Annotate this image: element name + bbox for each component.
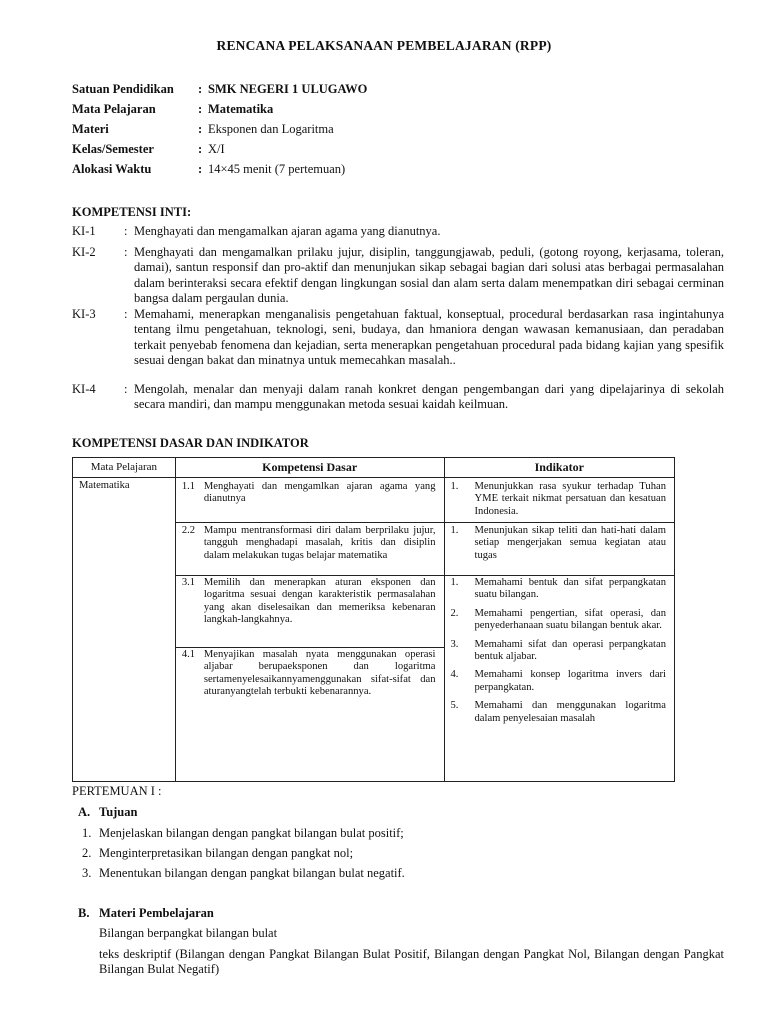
ki-item (72, 224, 724, 239)
identity-value: Eksponen dan Logaritma (208, 122, 334, 136)
section-b-title: Materi Pembelajaran (99, 906, 214, 920)
identity-value: X/I (208, 142, 225, 156)
table-header-row (73, 458, 675, 478)
ki-item (72, 307, 724, 368)
ki-code: KI-4 (72, 382, 96, 396)
tujuan-text: Menginterpretasikan bilangan dengan pangkat nol; (99, 846, 354, 860)
section-a-title: Tujuan (99, 805, 138, 819)
indikator-cell (444, 478, 675, 523)
indikator-cell (444, 576, 675, 782)
kd-cell (175, 576, 444, 648)
tujuan-number: 1. (82, 826, 92, 840)
ki-code: KI-3 (72, 307, 96, 321)
indikator-item (445, 700, 675, 725)
ki-item (72, 245, 724, 306)
indikator-number: 5. (450, 700, 459, 712)
tujuan-number: 3. (82, 866, 92, 880)
section-b-letter: B. (78, 906, 90, 920)
section-a-letter: A. (78, 805, 91, 819)
indikator-number: 1. (450, 525, 459, 536)
tujuan-number: 2. (82, 846, 92, 860)
kd-table (72, 457, 675, 782)
colon: : (198, 122, 203, 136)
kd-cell (175, 523, 444, 576)
tujuan-text: Menentukan bilangan dengan pangkat bilangan bulat negatif. (99, 866, 405, 880)
kd-number: 1.1 (181, 481, 196, 492)
kd-item (176, 525, 444, 562)
col-header-indikator: Indikator (444, 458, 675, 478)
colon: : (198, 142, 203, 156)
indikator-number: 2. (450, 607, 459, 619)
indikator-text: Memahami bentuk dan sifat perpangkatan suatu bilangan. (474, 577, 666, 601)
indikator-text: Memahami konsep logaritma invers dari perpangkatan. (474, 669, 666, 693)
colon: : (124, 224, 128, 238)
ki-code: KI-1 (72, 224, 96, 238)
indikator-text: Menunjukkan rasa syukur terhadap Tuhan YME terkait nikmat persatuan dan kesatuan Indonesia. (474, 481, 666, 517)
kd-number: 4.1 (181, 649, 196, 660)
identity-value: SMK NEGERI 1 ULUGAWO (208, 82, 368, 96)
indikator-item (445, 608, 675, 633)
colon: : (124, 307, 128, 321)
indikator-text: Memahami sifat dan operasi perpangkatan bentuk aljabar. (474, 638, 666, 663)
materi-line: Bilangan berpangkat bilangan bulat (99, 926, 278, 940)
materi-description: teks deskriptif (Bilangan dengan Pangkat Bilangan Bulat Positif, Bilangan dengan Pangkat Nol, Bilangan dengan Pangkat Bilangan Bulat Negatif) (99, 947, 724, 976)
indikator-cell (444, 523, 675, 576)
ki-text: Menghayati dan mengamalkan prilaku jujur, disiplin, tanggungjawab, peduli, (gotong royong, kerjasama, toleran, damai), santun responsif dan pro-aktif dan menunjukan sikap sebagai bagian dari solusi atas berbagai permasalahan dalam berinteraksi secara efektif dengan lingkungan sosial dan alam serta dalam menempatkan diri sebagai cerminan bangsa dalam pergaulan dunia. (134, 245, 724, 305)
ki-heading: KOMPETENSI INTI: (72, 205, 192, 219)
colon: : (198, 102, 203, 116)
indikator-item (445, 639, 675, 664)
indikator-text: Memahami dan menggunakan logaritma dalam penyelesaian masalah (474, 700, 666, 724)
indikator-number: 4. (450, 669, 459, 681)
colon: : (198, 162, 203, 176)
ki-item (72, 382, 724, 413)
indikator-item (445, 481, 675, 518)
indikator-text: Memahami pengertian, sifat operasi, dan penyederhanaan suatu bilangan bentuk akar. (474, 607, 666, 632)
indikator-number: 3. (450, 638, 459, 650)
colon: : (124, 245, 128, 259)
kd-item (176, 649, 444, 699)
indikator-text: Menunjukan sikap teliti dan hati-hati dalam setiap mengerjakan semua kegiatan atau tugas (474, 525, 666, 561)
table-row (73, 478, 675, 523)
kd-text: Mampu mentransformasi diri dalam berprilaku jujur, tangguh menghadapi masalah, kritis dan disiplin dalam melakukan tugas belajar matematika (203, 525, 436, 561)
identity-value: Matematika (208, 102, 274, 116)
identity-label: Satuan Pendidikan (72, 82, 174, 96)
colon: : (124, 382, 128, 396)
kd-text: Memilih dan menerapkan aturan eksponen dan logaritma sesuai dengan karakteristik permasalahan yang akan diselesaikan dan memeriksa kebenaran langkah-langkahnya. (203, 577, 436, 626)
kd-number: 3.1 (181, 577, 196, 588)
kd-text: Menghayati dan mengamlkan ajaran agama yang dianutnya (203, 481, 436, 505)
kd-cell (175, 648, 444, 782)
indikator-item (445, 577, 675, 602)
identity-label: Mata Pelajaran (72, 102, 156, 116)
ki-code: KI-2 (72, 245, 96, 259)
col-header-mapel: Mata Pelajaran (73, 458, 176, 478)
kd-text: Menyajikan masalah nyata menggunakan operasi aljabar berupaeksponen dan logaritma sertamenyelesaikannyamenggunakan sifat-sifat dan aturanyangtelah terbukti kebenarannya. (203, 649, 436, 698)
kd-cell (175, 478, 444, 523)
identity-label: Alokasi Waktu (72, 162, 152, 176)
tujuan-text: Menjelaskan bilangan dengan pangkat bilangan bulat positif; (99, 826, 404, 840)
ki-text: Mengolah, menalar dan menyaji dalam ranah konkret dengan pengembangan dari yang dipelajarinya di sekolah secara mandiri, dan mampu menggunakan metoda sesuai kaidah keilmuan. (134, 382, 724, 412)
mapel-cell: Matematika (73, 478, 176, 782)
colon: : (198, 82, 203, 96)
indikator-number: 1. (450, 577, 459, 588)
kd-item (176, 577, 444, 627)
document-title: RENCANA PELAKSANAAN PEMBELAJARAN (RPP) (216, 38, 552, 53)
ki-text: Memahami, menerapkan menganalisis pengetahuan faktual, konseptual, procedural berdasarkan rasa ingintahunya tentang ilmu pengetahuan, teknologi, seni, budaya, dan hmaniora dengan wawasan kemanusiaan, dan peradaban terkait penyebab fenomena dan kejadian, serta menerapkan pengetahuan procedural pada bidang kajian yang spesifik sesuai dengan bakat dan minatnya untuk memecahkan masalah.. (134, 307, 724, 367)
identity-value: 14×45 menit (7 pertemuan) (208, 162, 346, 176)
indikator-item (445, 525, 675, 562)
kd-heading: KOMPETENSI DASAR DAN INDIKATOR (72, 436, 309, 450)
identity-label: Kelas/Semester (72, 142, 154, 156)
indikator-item (445, 669, 675, 694)
kd-item (176, 481, 444, 506)
kd-number: 2.2 (181, 525, 196, 536)
indikator-number: 1. (450, 481, 459, 492)
pertemuan-heading: PERTEMUAN I : (72, 784, 162, 798)
ki-text: Menghayati dan mengamalkan ajaran agama yang dianutnya. (134, 224, 441, 238)
col-header-kd: Kompetensi Dasar (175, 458, 444, 478)
identity-label: Materi (72, 122, 109, 136)
